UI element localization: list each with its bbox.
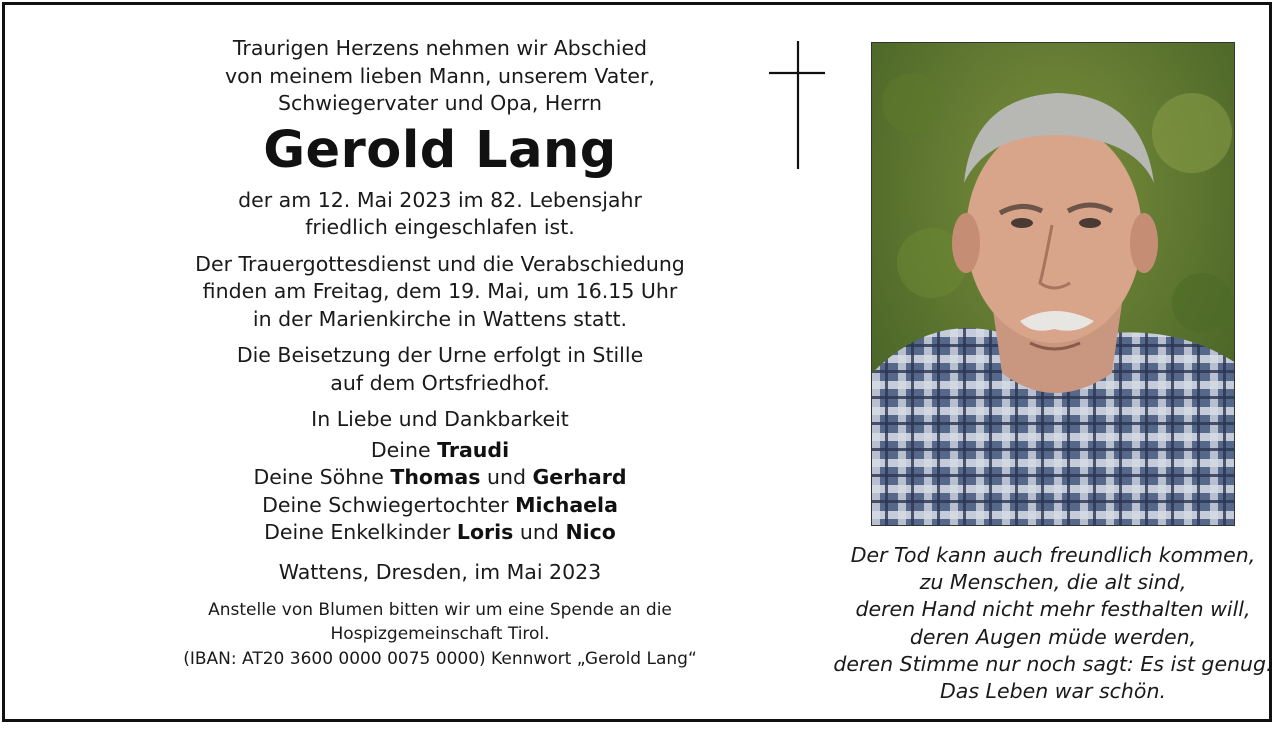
family-line-sons [85, 464, 795, 492]
family-member-name: Traudi [437, 437, 510, 462]
closing-text: In Liebe und Dankbarkeit [311, 407, 569, 431]
poem-text [833, 542, 1273, 705]
portrait-photo [871, 42, 1235, 526]
family-conjunction: und [486, 465, 526, 489]
service-line: finden am Freitag, dem 19. Mai, um 16.15 Uhr [202, 279, 678, 303]
passing-line: friedlich eingeschlafen ist. [305, 215, 575, 239]
place-date: Wattens, Dresden, im Mai 2023 [278, 559, 602, 584]
family-member-name: Nico [565, 520, 616, 544]
intro-line: Schwiegervater und Opa, Herrn [277, 91, 603, 115]
family-member-name: Michaela [515, 492, 618, 517]
intro-line: von meinem lieben Mann, unserem Vater, [225, 63, 655, 88]
family-member-name: Gerhard [532, 465, 627, 489]
service-line: Der Trauergottesdienst und die Verabschiedung [195, 251, 685, 276]
cross-icon [769, 41, 827, 171]
burial-line: auf dem Ortsfriedhof. [330, 370, 550, 395]
poem-line: Das Leben war schön. [940, 679, 1166, 704]
family-conjunction: und [519, 520, 559, 544]
family-prefix: Deine [370, 437, 431, 462]
donation-line: Anstelle von Blumen bitten wir um eine Spende an die [208, 599, 672, 620]
family-list [85, 437, 795, 547]
burial-line: Die Beisetzung der Urne erfolgt in Stille [236, 343, 644, 367]
donation-line: Hospizgemeinschaft Tirol. [330, 624, 550, 644]
obituary-text-column [85, 35, 795, 671]
intro-text [85, 35, 795, 118]
burial-text [85, 342, 795, 397]
donation-line: (IBAN: AT20 3600 0000 0075 0000) Kennwort „Gerold Lang“ [183, 648, 697, 669]
deceased-name: Gerold Lang [263, 120, 617, 180]
poem-line: deren Augen müde werden, [909, 624, 1197, 649]
family-member-name: Loris [456, 520, 514, 544]
family-prefix: Deine Söhne [253, 465, 384, 489]
poem-line: deren Stimme nur noch sagt: Es ist genug. [833, 651, 1273, 676]
intro-line: Traurigen Herzens nehmen wir Abschied [232, 36, 648, 60]
poem-line: deren Hand nicht mehr festhalten will, [855, 597, 1251, 622]
service-line: in der Marienkirche in Wattens statt. [252, 306, 628, 331]
family-member-name: Thomas [390, 465, 481, 489]
obituary-notice [2, 2, 1272, 722]
family-line-daughter-in-law [85, 492, 795, 520]
service-text [85, 251, 795, 334]
passing-line: der am 12. Mai 2023 im 82. Lebensjahr [238, 187, 642, 212]
family-line-wife [85, 437, 795, 465]
family-line-grandchildren [85, 519, 795, 547]
donation-note [85, 598, 795, 672]
family-prefix: Deine Schwiegertochter [262, 492, 509, 517]
poem-line: Der Tod kann auch freundlich kommen, [850, 543, 1256, 567]
family-prefix: Deine Enkelkinder [264, 520, 451, 544]
passing-text [85, 187, 795, 242]
poem-line: zu Menschen, die alt sind, [919, 570, 1187, 595]
